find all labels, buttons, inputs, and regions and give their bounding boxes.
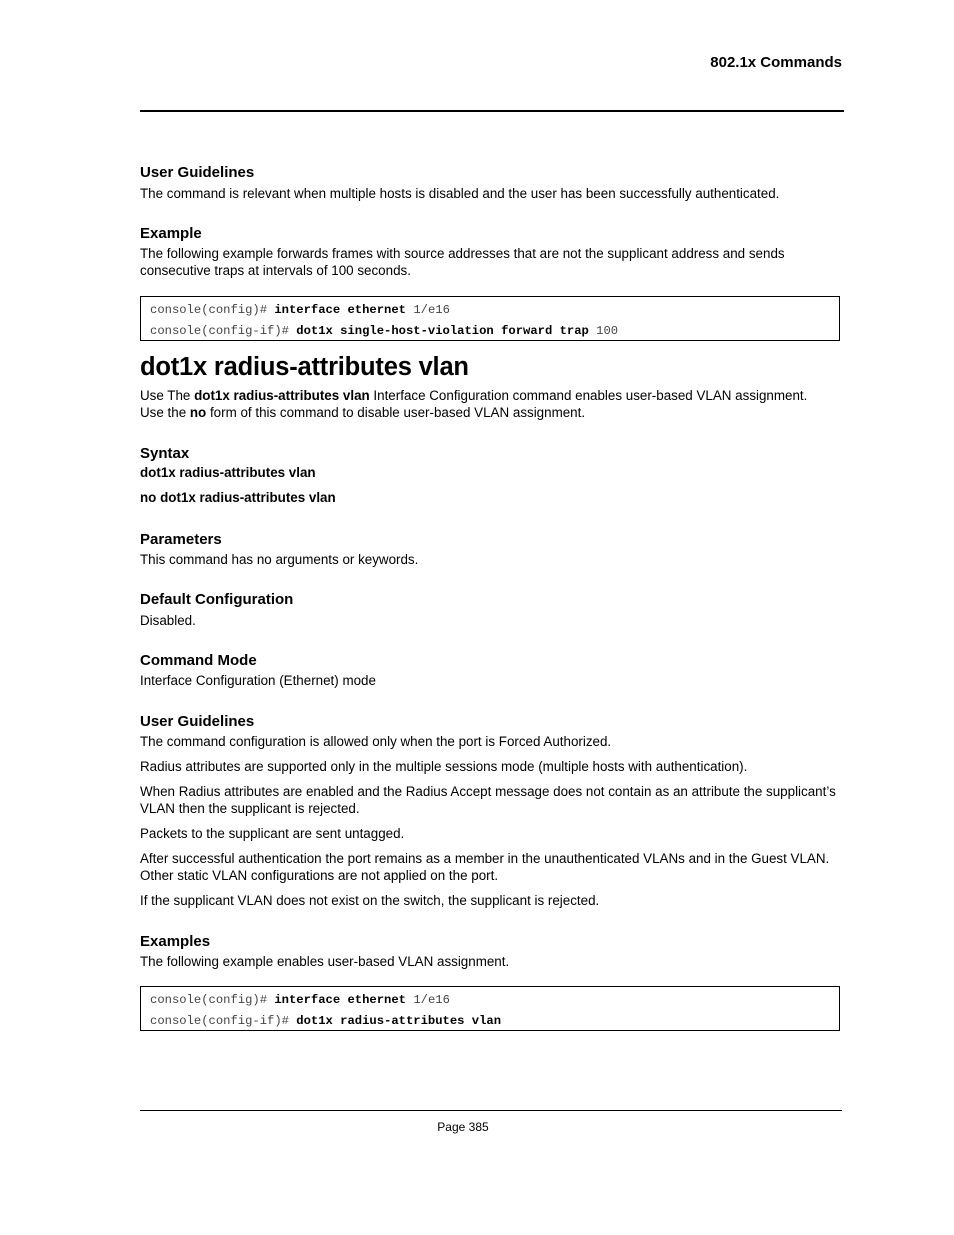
section-title: dot1x radius-attributes vlan xyxy=(140,353,469,381)
guideline-paragraph: Radius attributes are supported only in the multiple sessions mode (multiple hosts with authentication). xyxy=(140,759,748,774)
syntax-line-1: dot1x radius-attributes vlan xyxy=(140,465,316,480)
examples-text: The following example enables user-based VLAN assignment. xyxy=(140,954,510,969)
user-guidelines-heading: User Guidelines xyxy=(140,164,255,181)
syntax-line-2: no dot1x radius-attributes vlan xyxy=(140,490,336,505)
code-line: console(config)# interface ethernet 1/e16 xyxy=(150,993,450,1007)
user-guidelines-text: The command is relevant when multiple hosts is disabled and the user has been successfully authenticated. xyxy=(140,186,780,201)
section-intro: Use The dot1x radius-attributes vlan Interface Configuration command enables user-based VLAN assignment. Use the no form of this command to disable user-based VLAN assignment. xyxy=(140,388,808,420)
code-block-prev-example xyxy=(140,296,840,341)
code-block-example xyxy=(140,986,840,1031)
guideline-paragraph: The command configuration is allowed only when the port is Forced Authorized. xyxy=(140,734,612,749)
guideline-paragraph: Packets to the supplicant are sent untagged. xyxy=(140,826,405,841)
command-mode-heading: Command Mode xyxy=(140,652,257,669)
code-line: console(config-if)# dot1x single-host-violation forward trap 100 xyxy=(150,323,619,338)
code-line: console(config-if)# dot1x radius-attributes vlan xyxy=(150,1013,502,1028)
guideline-paragraph: When Radius attributes are enabled and the Radius Accept message does not contain as an attribute the supplicant’s VLAN then the supplicant is rejected. xyxy=(140,784,836,816)
running-header: 802.1x Commands xyxy=(710,54,842,71)
command-mode-text: Interface Configuration (Ethernet) mode xyxy=(140,673,376,688)
example-heading: Example xyxy=(140,225,202,242)
header-rule xyxy=(140,110,844,112)
parameters-text: This command has no arguments or keywords. xyxy=(140,552,419,567)
default-config-heading: Default Configuration xyxy=(140,591,294,608)
page-number: Page 385 xyxy=(437,1120,489,1134)
default-config-text: Disabled. xyxy=(140,613,196,628)
examples-heading: Examples xyxy=(140,933,211,950)
guideline-paragraph: After successful authentication the port remains as a member in the unauthenticated VLANs and in the Guest VLAN. Other static VLAN configurations are not applied on the port. xyxy=(140,851,830,883)
syntax-heading: Syntax xyxy=(140,445,190,462)
code-line: console(config)# interface ethernet 1/e16 xyxy=(150,303,450,317)
user-guidelines-heading-2: User Guidelines xyxy=(140,713,255,730)
example-text: The following example forwards frames with source addresses that are not the supplicant address and sends consecutive traps at intervals of 100 seconds. xyxy=(140,246,785,278)
guideline-paragraph: If the supplicant VLAN does not exist on the switch, the supplicant is rejected. xyxy=(140,893,600,908)
footer-rule xyxy=(140,1110,842,1111)
parameters-heading: Parameters xyxy=(140,531,222,548)
